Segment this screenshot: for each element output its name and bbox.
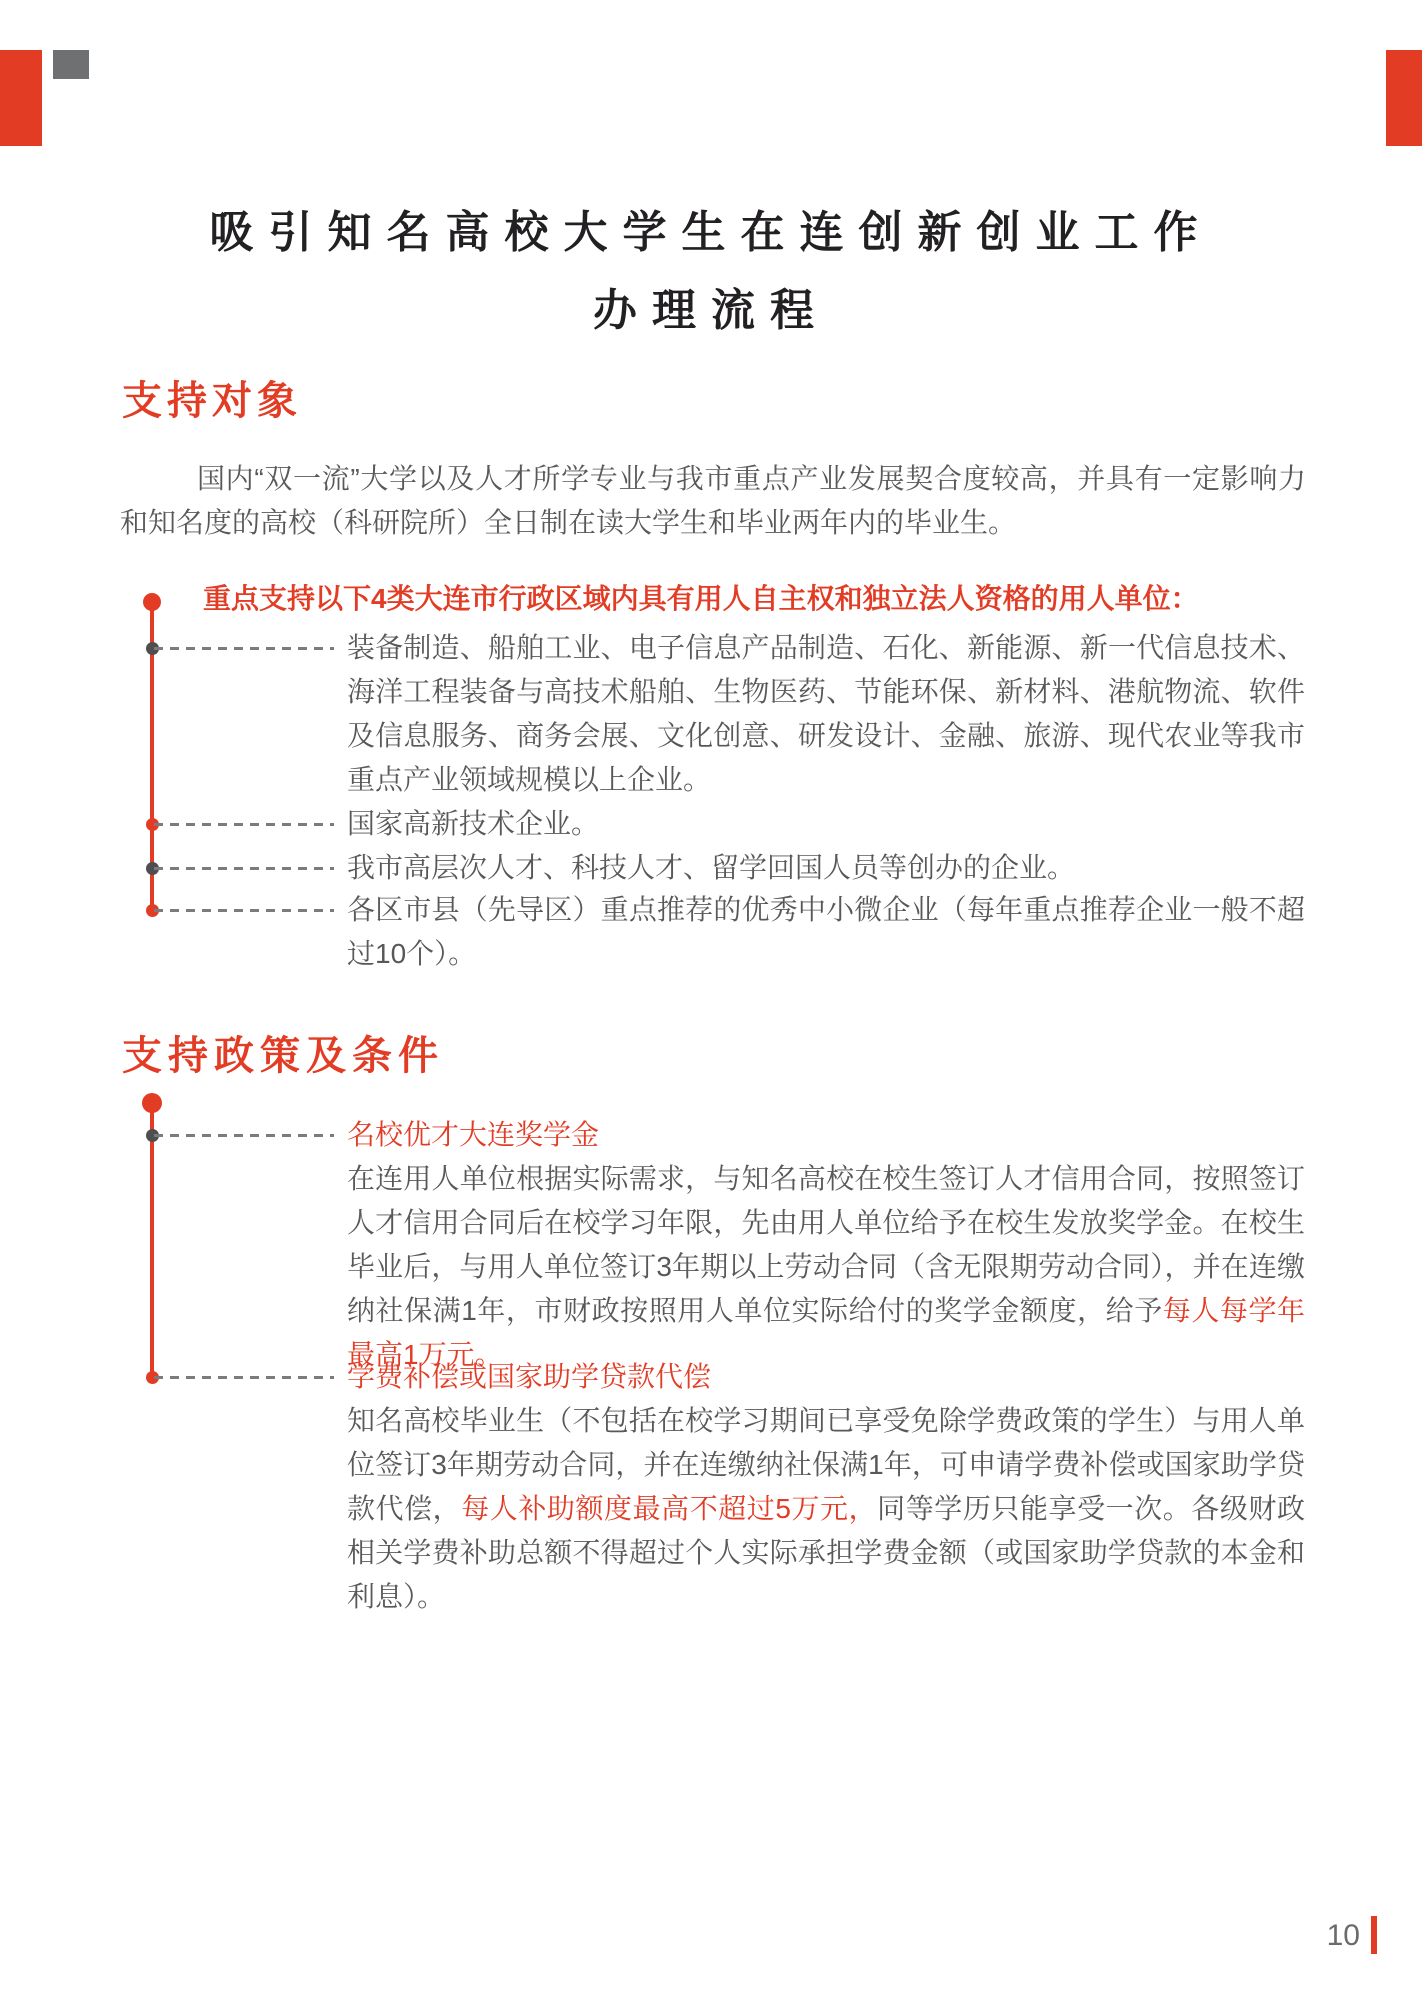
timeline-connector	[150, 1103, 154, 1377]
page-number: 10	[1326, 1919, 1360, 1952]
policy-item-title: 学费补偿或国家助学贷款代偿	[347, 1361, 712, 1392]
policy-body-text: 知名高校毕业生（不包括在校学习期间已享受免除学费政策的学生）与用人单位签订3年期劳动合同，并在连缴纳社保满1年，可申请学费补偿或国家助学贷款代偿，	[347, 1405, 1305, 1524]
dashed-connector	[154, 823, 334, 826]
list-item	[347, 626, 1305, 802]
list-item-text: 各区市县（先导区）重点推荐的优秀中小微企业（每年重点推荐企业一般不超过10个）。	[347, 894, 1305, 969]
list-item	[347, 846, 1305, 890]
dashed-connector	[154, 1376, 334, 1379]
list-item	[347, 802, 1305, 846]
dashed-connector	[154, 909, 334, 912]
policy-item-body	[347, 1399, 1305, 1619]
page-title-line1: 吸引知名高校大学生在连创新创业工作	[209, 208, 1213, 257]
section-heading-support-policy: 支持政策及条件	[122, 1034, 444, 1078]
intro-paragraph: 国内“双一流”大学以及人才所学专业与我市重点产业发展契合度较高，并具有一定影响力和知名度的高校（科研院所）全日制在读大学生和毕业两年内的毕业生。	[120, 463, 1306, 538]
list-item	[347, 888, 1305, 976]
corner-red-rect-right	[1386, 50, 1422, 146]
corner-red-rect-left	[0, 50, 42, 146]
list-item-text: 我市高层次人才、科技人才、留学回国人员等创办的企业。	[347, 852, 1076, 883]
section-heading-support-target: 支持对象	[122, 379, 302, 423]
employer-list-heading: 重点支持以下4类大连市行政区域内具有用人自主权和独立法人资格的用人单位：	[203, 583, 1199, 614]
list-item-text: 装备制造、船舶工业、电子信息产品制造、石化、新能源、新一代信息技术、海洋工程装备与高技术船舶、生物医药、节能环保、新材料、港航物流、软件及信息服务、商务会展、文化创意、研发设计、金融、旅游、现代农业等我市重点产业领域规模以上企业。	[347, 632, 1305, 795]
policy-body-highlight: 每人每学年最高1万元。	[347, 1295, 1305, 1370]
dashed-connector	[154, 867, 334, 870]
policy-body-text: 同等学历只能享受一次。各级财政相关学费补助总额不得超过个人实际承担学费金额（或国家助学贷款的本金和利息）。	[347, 1493, 1305, 1612]
page-title	[0, 194, 1422, 350]
dashed-connector	[154, 647, 334, 650]
policy-item	[347, 1113, 1305, 1377]
page-number-red-bar	[1371, 1916, 1377, 1954]
policy-item-title: 名校优才大连奖学金	[347, 1119, 600, 1150]
page-title-line2: 办理流程	[593, 286, 829, 335]
policy-body-text: 在连用人单位根据实际需求，与知名高校在校生签订人才信用合同，按照签订人才信用合同后在校学习年限，先由用人单位给予在校生发放奖学金。在校生毕业后，与用人单位签订3年期以上劳动合同（含无限期劳动合同），并在连缴纳社保满1年，市财政按照用人单位实际给付的奖学金额度，给予	[347, 1163, 1305, 1326]
policy-item-body	[347, 1157, 1305, 1377]
dashed-connector	[154, 1134, 334, 1137]
policy-item	[347, 1355, 1305, 1619]
corner-gray-square	[53, 50, 89, 79]
policy-body-highlight: 每人补助额度最高不超过5万元，	[461, 1493, 878, 1524]
list-item-text: 国家高新技术企业。	[347, 808, 600, 839]
